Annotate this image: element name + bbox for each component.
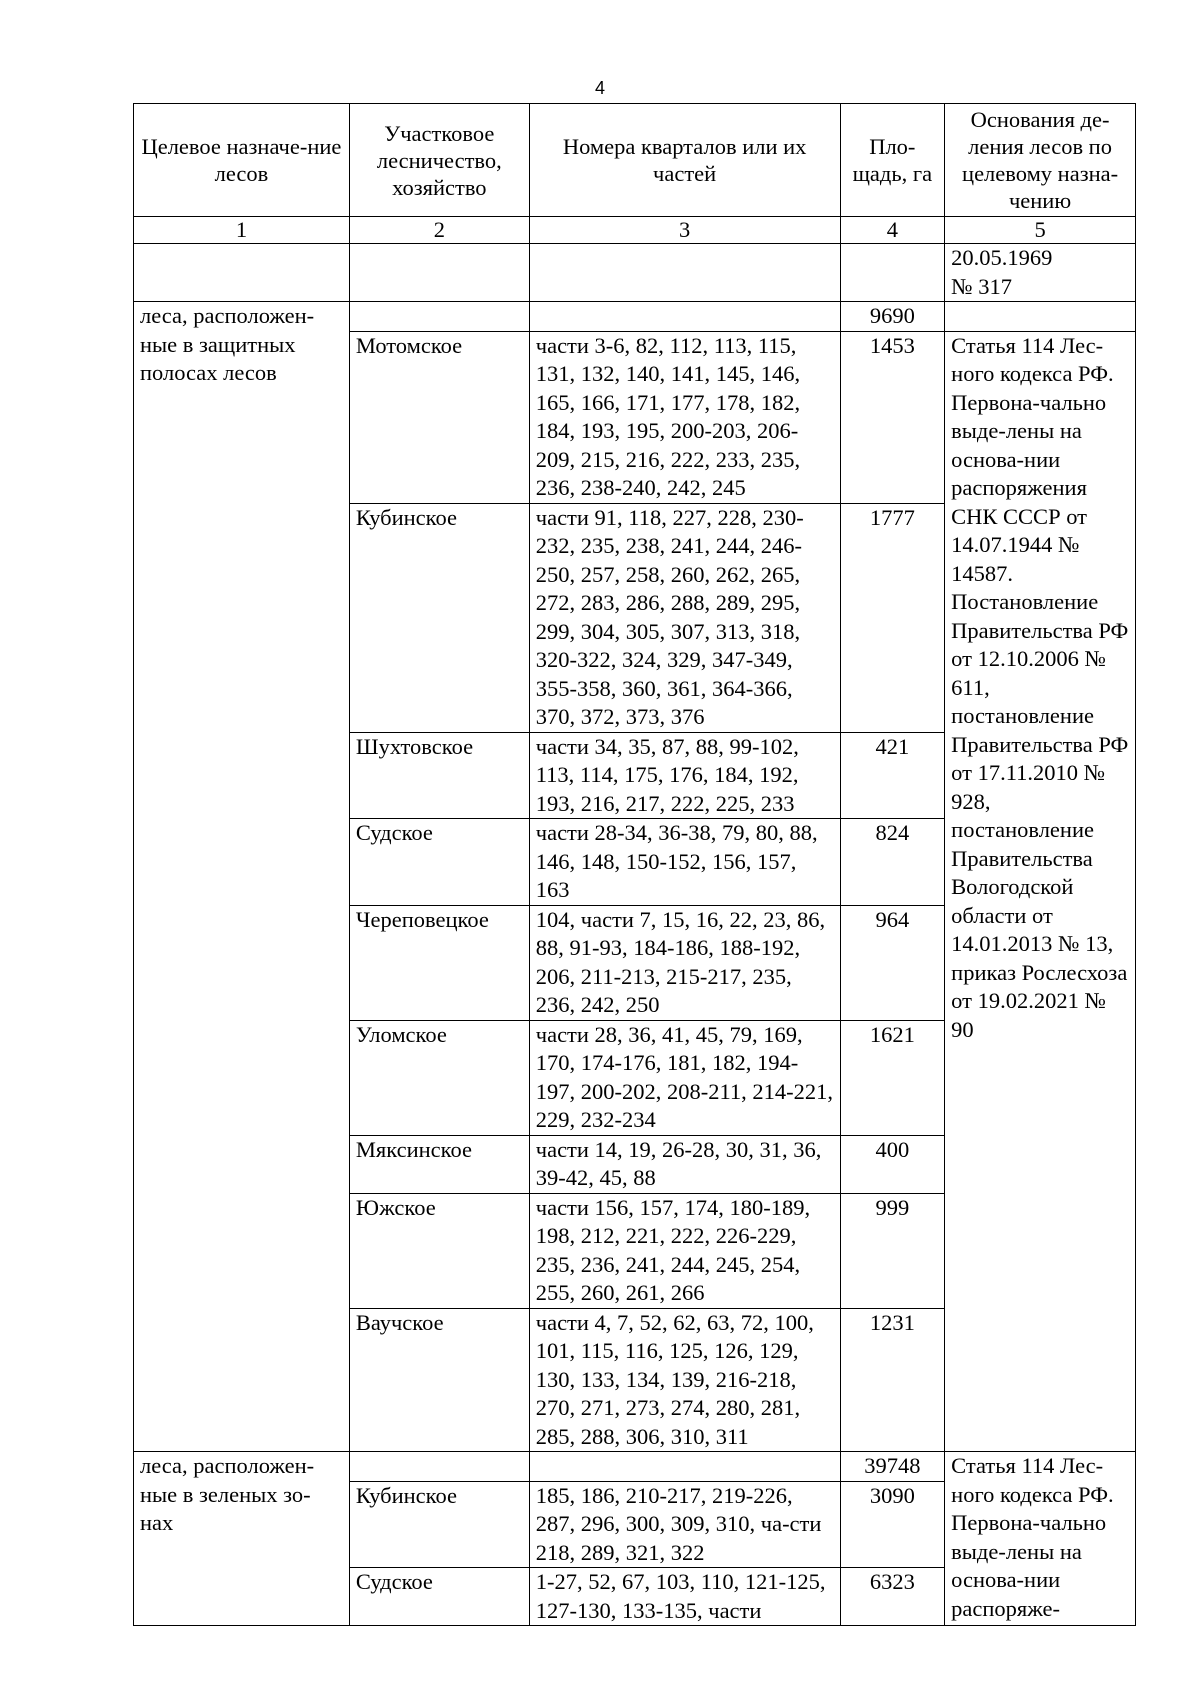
legal-basis: Статья 114 Лес-ного кодекса РФ. Первона-чально выде-лены на основа-нии распоряже- (945, 1452, 1136, 1626)
purpose-cell: леса, расположен-ные в защитных полосах лесов (134, 302, 350, 1452)
quarter-numbers: 185, 186, 210-217, 219-226, 287, 296, 300, 309, 310, ча-сти 218, 289, 321, 322 (529, 1481, 840, 1568)
column-number: 5 (945, 217, 1136, 244)
area-value: 400 (840, 1135, 945, 1193)
column-number-row (134, 217, 1136, 244)
quarter-numbers: 104, части 7, 15, 16, 22, 23, 86, 88, 91-93, 184-186, 188-192, 206, 211-213, 215-217, 235, 236, 242, 250 (529, 905, 840, 1020)
table-header-row (134, 104, 1136, 217)
page-number: 4 (594, 78, 605, 98)
basis-number: № 317 (951, 273, 1012, 299)
quarter-numbers: части 34, 35, 87, 88, 99-102, 113, 114, 175, 176, 184, 192, 193, 216, 217, 222, 225, 233 (529, 732, 840, 819)
area-value: 6323 (840, 1568, 945, 1626)
forestry-name: Череповецкое (349, 905, 529, 1020)
forest-purpose-table (133, 103, 1136, 1626)
header-basis: Основания де-ления лесов по целевому назна-чению (945, 104, 1136, 217)
continuation-row (134, 244, 1136, 302)
area-value: 1453 (840, 331, 945, 503)
column-number: 4 (840, 217, 945, 244)
column-number: 1 (134, 217, 350, 244)
forestry-name: Судское (349, 1568, 529, 1626)
forestry-name: Судское (349, 819, 529, 906)
forestry-name: Мяксинское (349, 1135, 529, 1193)
area-value: 824 (840, 819, 945, 906)
quarter-numbers: части 28-34, 36-38, 79, 80, 88, 146, 148, 150-152, 156, 157, 163 (529, 819, 840, 906)
quarter-numbers: части 28, 36, 41, 45, 79, 169, 170, 174-176, 181, 182, 194-197, 200-202, 208-211, 214-221, 229, 232-234 (529, 1020, 840, 1135)
quarter-numbers: части 3-6, 82, 112, 113, 115, 131, 132, 140, 141, 145, 146, 165, 166, 171, 177, 178, 182, 184, 193, 195, 200-203, 206-209, 215, 216, 222, 233, 235, 236, 238-240, 242, 245 (529, 331, 840, 503)
area-value: 1777 (840, 503, 945, 732)
forestry-name: Южское (349, 1193, 529, 1308)
area-value: 3090 (840, 1481, 945, 1568)
table-row (134, 1452, 1136, 1482)
basis-date: 20.05.1969 (951, 245, 1053, 270)
section-total-area: 39748 (840, 1452, 945, 1482)
header-forestry: Участковое лесничество, хозяйство (349, 104, 529, 217)
header-purpose: Целевое назначе-ние лесов (134, 104, 350, 217)
column-number: 2 (349, 217, 529, 244)
quarter-numbers: части 14, 19, 26-28, 30, 31, 36, 39-42, 45, 88 (529, 1135, 840, 1193)
quarter-numbers: части 4, 7, 52, 62, 63, 72, 100, 101, 115, 116, 125, 126, 129, 130, 133, 134, 139, 216-218, 270, 271, 273, 274, 280, 281, 285, 288, 306, 310, 311 (529, 1308, 840, 1452)
area-value: 964 (840, 905, 945, 1020)
forestry-name: Уломское (349, 1020, 529, 1135)
quarter-numbers: части 156, 157, 174, 180-189, 198, 212, 221, 222, 226-229, 235, 236, 241, 244, 245, 254, 255, 260, 261, 266 (529, 1193, 840, 1308)
section-total-area: 9690 (840, 302, 945, 332)
purpose-cell: леса, расположен-ные в зеленых зо-нах (134, 1452, 350, 1626)
legal-basis: Статья 114 Лес-ного кодекса РФ. Первона-чально выде-лены на основа-нии распоряжения СНК СССР от 14.07.1944 № 14587. Постановление Правительства РФ от 12.10.2006 № 611, постановление Правительства РФ от 17.11.2010 № 928, постановление Правительства Вологодской области от 14.01.2013 № 13, приказ Рослесхоза от 19.02.2021 № 90 (945, 331, 1136, 1452)
area-value: 1621 (840, 1020, 945, 1135)
area-value: 999 (840, 1193, 945, 1308)
continuation-basis (945, 244, 1136, 302)
forestry-name: Мотомское (349, 331, 529, 503)
quarter-numbers: части 91, 118, 227, 228, 230-232, 235, 238, 241, 244, 246-250, 257, 258, 260, 262, 265, 272, 283, 286, 288, 289, 295, 299, 304, 305, 307, 313, 318, 320-322, 324, 329, 347-349, 355-358, 360, 361, 364-366, 370, 372, 373, 376 (529, 503, 840, 732)
forestry-name: Кубинское (349, 1481, 529, 1568)
header-area: Пло-щадь, га (840, 104, 945, 217)
forestry-name: Ваучское (349, 1308, 529, 1452)
forestry-name: Шухтовское (349, 732, 529, 819)
column-number: 3 (529, 217, 840, 244)
table-row (134, 302, 1136, 332)
area-value: 421 (840, 732, 945, 819)
forestry-name: Кубинское (349, 503, 529, 732)
header-quarters: Номера кварталов или их частей (529, 104, 840, 217)
area-value: 1231 (840, 1308, 945, 1452)
quarter-numbers: 1-27, 52, 67, 103, 110, 121-125, 127-130, 133-135, части (529, 1568, 840, 1626)
